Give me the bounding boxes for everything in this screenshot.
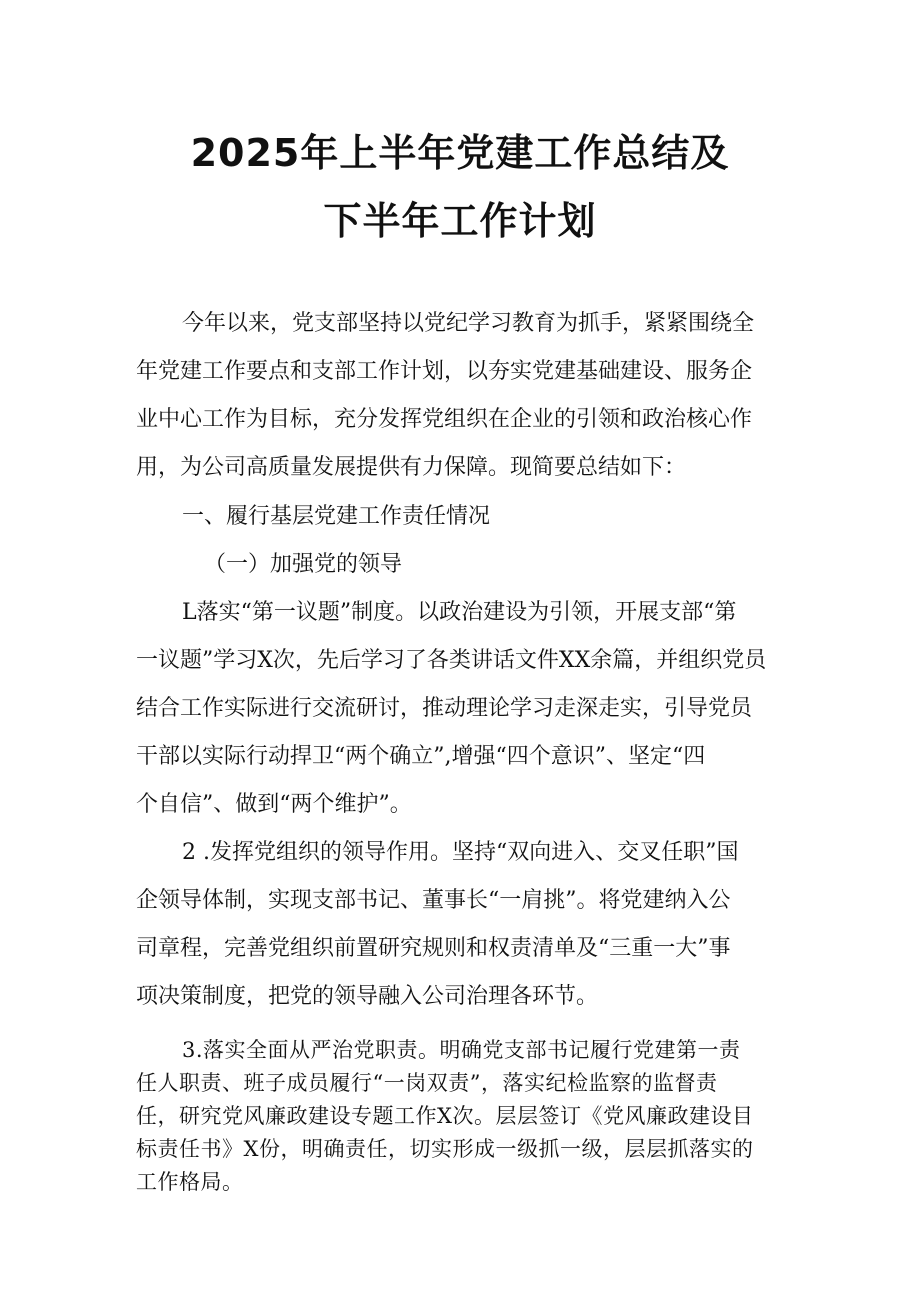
item-2-line: 2 .发挥党组织的领导作用。坚持“双向进入、交叉任职”国 [182,840,739,865]
item-3-line: 标责任书》X份，明确责任，切实形成一级抓一级，层层抓落实的 [136,1137,754,1161]
intro-line: 业中心工作为目标，充分发挥党组织在企业的引领和政治核心作 [136,407,753,432]
section-heading: 一、履行基层党建工作责任情况 [182,504,491,529]
document-title-line-1: 2025年上半年党建工作总结及 [190,131,730,175]
subsection-heading: （一）加强党的领导 [204,552,403,577]
item-3-line: 工作格局。 [136,1170,244,1194]
intro-line: 年党建工作要点和支部工作计划，以夯实党建基础建设、服务企 [136,359,753,384]
intro-line: 今年以来，党支部坚持以党纪学习教育为抓手，紧紧围绕全 [182,311,755,336]
item-2-line: 项决策制度，把党的领导融入公司治理各环节。 [136,984,599,1009]
item-1-line: 干部以实际行动捍卫“两个确立”,增强“四个意识”、坚定“四 [136,744,706,769]
item-1-line: 结合工作实际进行交流研讨，推动理论学习走深走实，引导党员 [136,696,753,721]
item-1-line: 个自信”、做到“两个维护”。 [136,792,412,817]
item-3-line: 3.落实全面从严治党职责。明确党支部书记履行党建第一责 [182,1038,741,1062]
item-2-line: 司章程，完善党组织前置研究规则和权责清单及“三重一大”事 [136,936,731,961]
item-3-line: 任人职责、班子成员履行“一岗双责”，落实纪检监察的监督责 [136,1071,718,1095]
item-1-line: 一议题”学习X次，先后学习了各类讲话文件XX余篇，并组织党员 [136,648,767,673]
item-2-line: 企领导体制，实现支部书记、董事长“一肩挑”。将党建纳入公 [136,888,731,913]
document-title-line-2: 下半年工作计划 [323,199,597,243]
item-1-line: L落实“第一议题”制度。以政治建设为引领，开展支部“第 [182,600,737,625]
item-3-line: 任，研究党风廉政建设专题工作X次。层层签订《党风廉政建设目 [136,1104,754,1128]
intro-line: 用，为公司高质量发展提供有力保障。现简要总结如下： [136,455,687,480]
